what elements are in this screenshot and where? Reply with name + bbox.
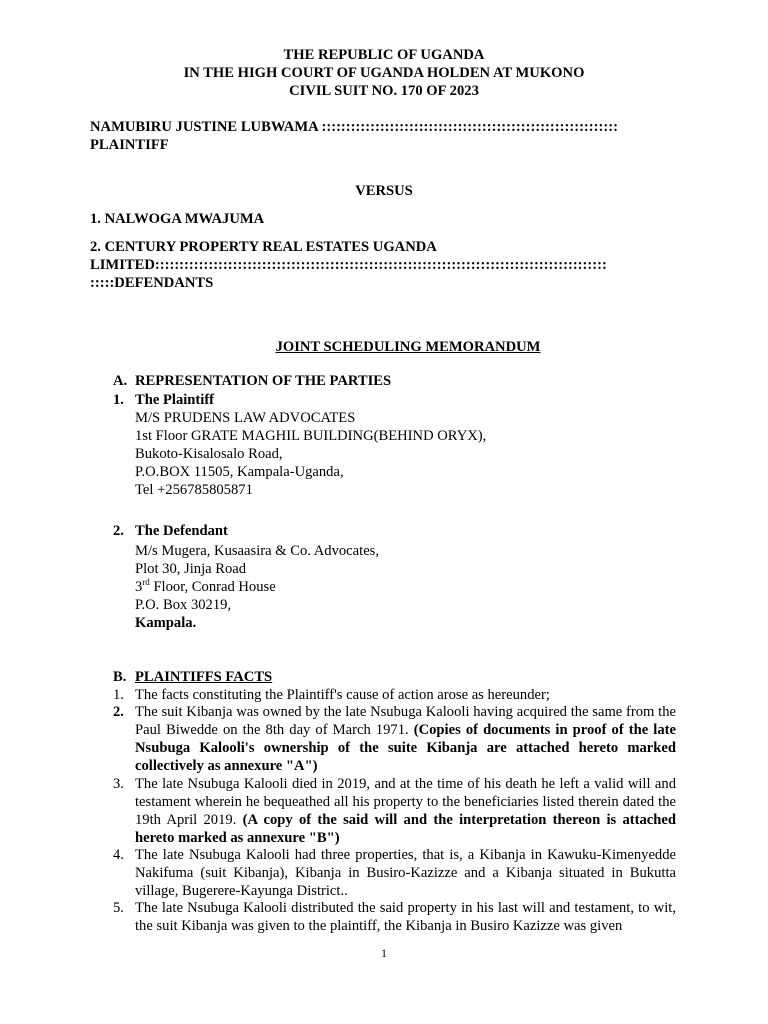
fact-number: 4. (113, 847, 124, 863)
fact-number: 3. (113, 776, 124, 792)
fact-number: 5. (113, 900, 124, 916)
defendant-2 (90, 238, 680, 292)
fact-item-1 (113, 686, 676, 704)
defendant-2-line1: 2. CENTURY PROPERTY REAL ESTATES UGANDA (90, 239, 437, 255)
memo-title: JOINT SCHEDULING MEMORANDUM (275, 339, 541, 355)
plaintiff-role: PLAINTIFF (90, 137, 169, 153)
defendant-rep-line-4: P.O. Box 30219, (135, 597, 232, 613)
defendant-rep-number: 2. (113, 523, 124, 539)
fact-annexure: (Copies of documents in proof of the late Nsubuga Kalooli's ownership of the suite Kibanja are attached hereto marked collectively as annexure "A") (135, 722, 676, 774)
section-a-marker: A. (113, 373, 128, 389)
heading-suit-number: CIVIL SUIT NO. 170 OF 2023 (289, 83, 479, 99)
plaintiff-rep-line-2: 1st Floor GRATE MAGHIL BUILDING(BEHIND ORYX), (135, 428, 487, 444)
section-b-title: PLAINTIFFS FACTS (135, 669, 273, 685)
fact-text: The suit Kibanja was owned by the late Nsubuga Kalooli having acquired the same from the Paul Biwedde on the 8th day of March 1971. (135, 704, 676, 738)
defendant-2-line2: LIMITED::::::::::::::::::::::::::::::::::::::::::::::::::::::::::::::::::::::::::::::::::::::::::::: (90, 257, 607, 273)
plaintiff-party (90, 118, 680, 154)
defendant-representation (113, 522, 379, 632)
court-heading (0, 46, 768, 100)
fact-number: 1. (113, 687, 124, 703)
fact-text: The facts constituting the Plaintiff's cause of action arose as hereunder; (135, 687, 550, 703)
fact-annexure: (A copy of the said will and the interpretation thereon is attached hereto marked as annexure "B") (135, 812, 676, 846)
section-b-marker: B. (113, 669, 127, 685)
fact-item-5 (113, 899, 676, 935)
defendant-rep-line-2: Plot 30, Jinja Road (135, 561, 247, 577)
plaintiff-rep-number: 1. (113, 392, 124, 408)
fact-text: The late Nsubuga Kalooli distributed the said property in his last will and testament, to wit, the suit Kibanja was given to the plaintiff, the Kibanja in Busiro Kazizze was given (135, 900, 676, 934)
plaintiff-rep-line-3: Bukoto-Kisalosalo Road, (135, 446, 283, 462)
plaintiff-rep-title: The Plaintiff (135, 392, 215, 408)
fact-item-2 (113, 703, 676, 775)
heading-court: IN THE HIGH COURT OF UGANDA HOLDEN AT MUKONO (183, 65, 585, 81)
plaintiff-representation (113, 391, 486, 499)
section-a-title: REPRESENTATION OF THE PARTIES (135, 373, 392, 389)
fact-text: The late Nsubuga Kalooli died in 2019, and at the time of his death he left a valid will and testament wherein he bequeathed all his property to the beneficiaries listed therein dated the 19th April 2019. (135, 776, 676, 828)
defendant-2-line3: :::::DEFENDANTS (90, 275, 214, 291)
plaintiff-rep-line-1: M/S PRUDENS LAW ADVOCATES (135, 410, 356, 426)
section-a-heading (113, 372, 391, 390)
defendant-rep-line-5: Kampala. (135, 615, 197, 631)
fact-text: The late Nsubuga Kalooli had three properties, that is, a Kibanja in Kawuku-Kimenyedde Nakifuma (suit Kibanja), Kibanja in Busiro-Kazizze and a Kibanja situated in Bukutta village, Bugerere-Kayunga District.. (135, 847, 676, 899)
versus-label: VERSUS (355, 183, 413, 199)
defendant-1: 1. NALWOGA MWAJUMA (90, 211, 265, 227)
defendant-rep-line-1: M/s Mugera, Kusaasira & Co. Advocates, (135, 543, 379, 559)
fact-item-3 (113, 775, 676, 847)
defendant-rep-line-3: 3rd Floor, Conrad House (135, 577, 276, 595)
fact-item-4 (113, 846, 676, 900)
plaintiff-rep-line-4: P.O.BOX 11505, Kampala-Uganda, (135, 464, 344, 480)
plaintiff-rep-line-5: Tel +256785805871 (135, 482, 253, 498)
plaintiff-name: NAMUBIRU JUSTINE LUBWAMA ::::::::::::::::::::::::::::::::::::::::::::::::::::::::::::: (90, 119, 618, 135)
heading-republic: THE REPUBLIC OF UGANDA (283, 47, 485, 63)
fact-number: 2. (113, 704, 124, 720)
section-b-heading (113, 668, 272, 686)
page-number: 1 (381, 946, 387, 960)
defendant-rep-title: The Defendant (135, 523, 228, 539)
